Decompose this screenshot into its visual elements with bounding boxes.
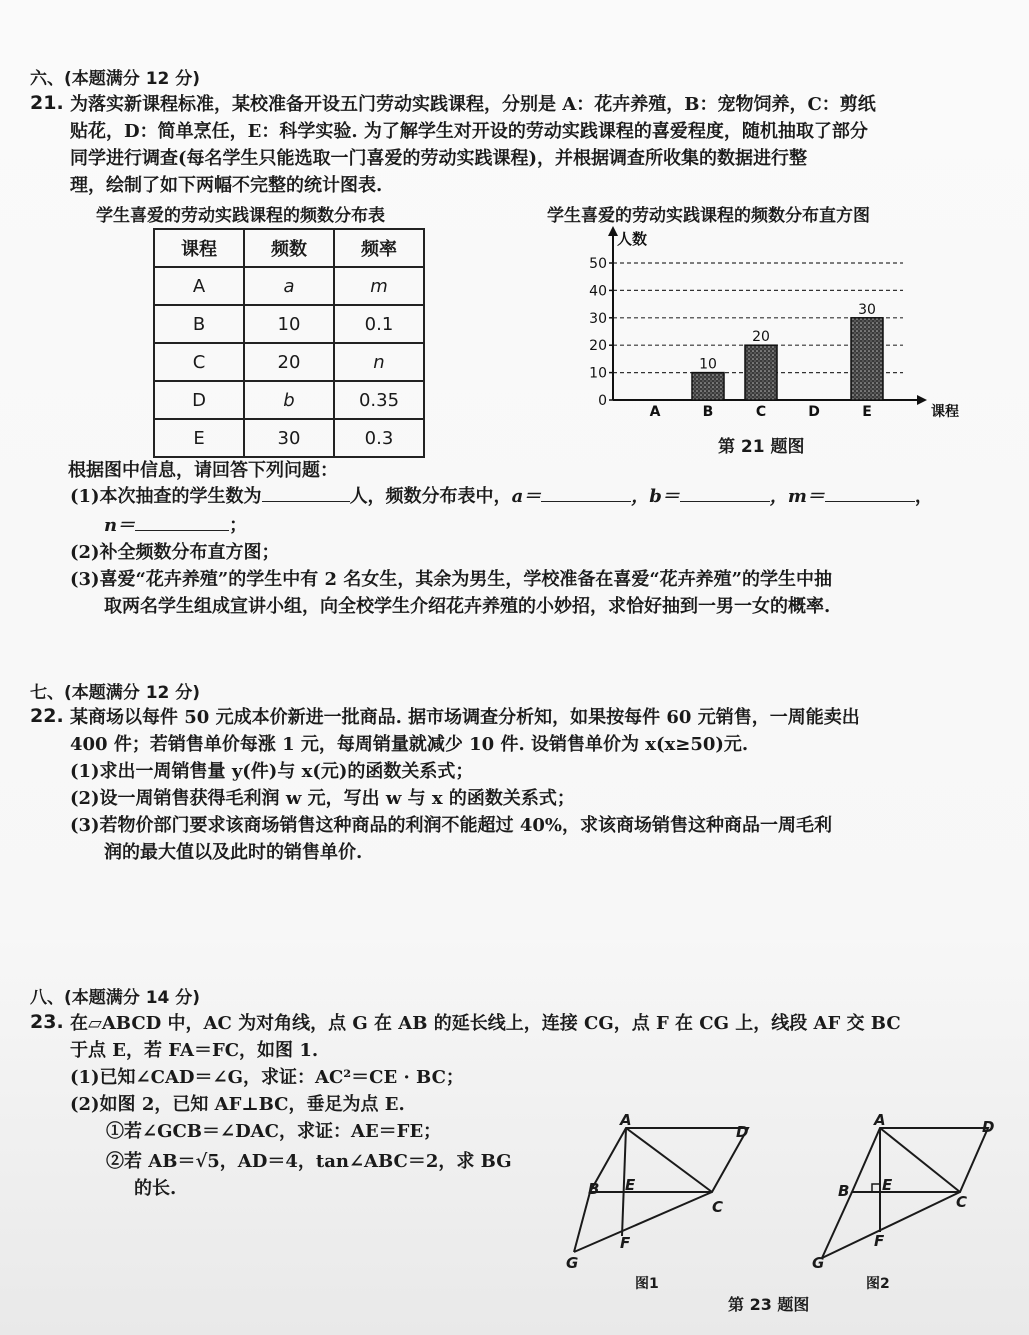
- q21-part1-n: [104, 512, 247, 539]
- q23-number: 23.: [30, 1011, 64, 1033]
- table-cell: b: [244, 381, 334, 419]
- point-label: A: [874, 1112, 886, 1129]
- table-header-frequency: 频数: [244, 229, 334, 267]
- table-row: [154, 419, 424, 457]
- table-cell: m: [334, 267, 424, 305]
- point-label: F: [874, 1232, 885, 1250]
- answer-blank-a[interactable]: [541, 485, 631, 502]
- data-label: 20: [752, 329, 770, 346]
- q22-number: 22.: [30, 705, 64, 727]
- bar: [851, 318, 883, 400]
- figure-2-caption: 图2: [866, 1276, 890, 1292]
- q21-line: 贴花，D：简单烹任，E：科学实验. 为了解学生对开设的劳动实践课程的喜爱程度，随机抽取了部分: [70, 121, 868, 142]
- point-label: F: [620, 1234, 631, 1252]
- q21-prompt: 根据图中信息，请回答下列问题：: [68, 460, 338, 481]
- q23-part2-i: ①若∠GCB＝∠DAC，求证：AE＝FE；: [106, 1121, 442, 1142]
- q23-part2-ii: ②若 AB＝√5，AD＝4，tan∠ABC＝2，求 BG: [106, 1151, 512, 1172]
- q21-part3-line: 取两名学生组成宣讲小组，向全校学生介绍花卉养殖的小妙招，求恰好抽到一男一女的概率.: [104, 596, 831, 617]
- q23-stem: [70, 1010, 1010, 1118]
- q21-part1-text: (1)本次抽查的学生数为: [70, 486, 262, 507]
- q21-part1-text: ，: [914, 486, 933, 507]
- x-tick-label: C: [755, 404, 767, 420]
- table-cell: n: [334, 343, 424, 381]
- y-tick-label: 50: [589, 256, 607, 272]
- x-tick-label: D: [808, 404, 820, 420]
- line-bg: [822, 1192, 852, 1258]
- q22-line: 400 件；若销售单价每涨 1 元，每周销量就减少 10 件. 设销售单价为 x(x≥50)元.: [70, 734, 749, 755]
- table-cell: B: [154, 305, 244, 343]
- data-label: 10: [699, 356, 717, 373]
- table-row: [154, 305, 424, 343]
- point-label: D: [982, 1118, 995, 1136]
- q22-part2: (2)设一周销售获得毛利润 w 元，写出 w 与 x 的函数关系式；: [70, 788, 575, 809]
- table-cell: 0.1: [334, 305, 424, 343]
- q21-number: 21.: [30, 92, 64, 114]
- table-cell: 0.35: [334, 381, 424, 419]
- y-axis-label: 人数: [617, 230, 648, 248]
- table-cell: a: [244, 267, 334, 305]
- q21-figure-caption: 第 21 题图: [718, 437, 805, 457]
- q22-stem: [70, 704, 1010, 866]
- line-bg: [574, 1192, 590, 1252]
- q22-line: 某商场以每件 50 元成本价新进一批商品. 据市场调查分析知，如果按每件 60 元销售，一周能卖出: [70, 707, 860, 728]
- point-label: B: [838, 1182, 850, 1200]
- q21-part1-text: 人，频数分布表中，: [349, 486, 512, 507]
- label-n: n＝: [104, 515, 136, 536]
- table-row: [154, 267, 424, 305]
- table-cell: E: [154, 419, 244, 457]
- figure-1: [574, 1128, 748, 1252]
- point-label: C: [956, 1193, 968, 1211]
- table-row: [154, 381, 424, 419]
- section-6-title: 六、(本题满分 12 分): [30, 69, 201, 89]
- q22-part3: 润的最大值以及此时的销售单价.: [104, 842, 363, 863]
- chart-title: 学生喜爱的劳动实践课程的频数分布直方图: [547, 206, 870, 226]
- point-label: G: [566, 1254, 579, 1272]
- point-label: B: [588, 1180, 600, 1198]
- point-label: A: [620, 1112, 632, 1129]
- table-header-rate: 频率: [334, 229, 424, 267]
- q23-line: 于点 E，若 FA＝FC，如图 1.: [70, 1040, 319, 1061]
- line-cg: [574, 1192, 712, 1252]
- point-label: E: [882, 1176, 893, 1194]
- y-tick-label: 20: [589, 338, 607, 355]
- x-tick-label: E: [862, 404, 872, 420]
- q23-figure-caption: 第 23 题图: [728, 1295, 810, 1314]
- point-label: E: [625, 1176, 636, 1194]
- q21-line: 理，绘制了如下两幅不完整的统计图表.: [70, 175, 383, 196]
- bar: [745, 345, 777, 400]
- section-8-title: 八、(本题满分 14 分): [30, 988, 201, 1008]
- q23-figures: [560, 1112, 1010, 1322]
- y-tick-label: 30: [589, 310, 607, 327]
- answer-blank-n[interactable]: [135, 514, 229, 531]
- table-cell: 20: [244, 343, 334, 381]
- q22-part1: (1)求出一周销售量 y(件)与 x(元)的函数关系式；: [70, 761, 474, 782]
- label-m: ，m＝: [769, 486, 825, 507]
- frequency-table: [153, 228, 425, 458]
- table-row: [154, 343, 424, 381]
- bar: [692, 373, 724, 400]
- q23-part2-ii: 的长.: [134, 1178, 177, 1199]
- table-cell: A: [154, 267, 244, 305]
- data-label: 30: [858, 301, 876, 318]
- q21-line: 为落实新课程标准，某校准备开设五门劳动实践课程，分别是 A：花卉养殖，B：宠物饲养，C：剪纸: [70, 94, 876, 115]
- histogram-chart: [580, 222, 960, 434]
- q21-part1-text: ；: [229, 515, 248, 536]
- table-cell: C: [154, 343, 244, 381]
- section-7-title: 七、(本题满分 12 分): [30, 683, 201, 703]
- q21-stem: [70, 91, 1000, 199]
- q21-part2: (2)补全频数分布直方图；: [70, 542, 280, 563]
- answer-blank-m[interactable]: [825, 485, 915, 502]
- y-tick-label: 40: [589, 283, 607, 300]
- table-header-course: 课程: [154, 229, 244, 267]
- point-label: C: [712, 1198, 724, 1216]
- label-a: a＝: [511, 486, 542, 507]
- x-tick-label: A: [649, 404, 661, 420]
- q21-part1: [70, 483, 1010, 510]
- q21-line: 同学进行调查(每名学生只能选取一门喜爱的劳动实践课程)，并根据调查所收集的数据进行整: [70, 148, 808, 169]
- q21-part3-line: (3)喜爱“花卉养殖”的学生中有 2 名女生，其余为男生，学校准备在喜爱“花卉养殖”的学生中抽: [70, 569, 833, 590]
- q22-part3: (3)若物价部门要求该商场销售这种商品的利润不能超过 40%，求该商场销售这种商品一周毛利: [70, 815, 832, 836]
- label-b: ，b＝: [631, 486, 680, 507]
- table-cell: D: [154, 381, 244, 419]
- point-label: D: [736, 1123, 749, 1141]
- q23-part1: (1)已知∠CAD＝∠G，求证：AC²＝CE · BC；: [70, 1067, 464, 1088]
- x-tick-label: B: [702, 404, 714, 420]
- q21-part3: [70, 566, 1010, 620]
- y-tick-label: 0: [598, 393, 607, 409]
- line-cg: [822, 1192, 960, 1258]
- answer-blank-total[interactable]: [262, 485, 350, 502]
- figure-1-caption: 图1: [635, 1276, 659, 1292]
- table-cell: 0.3: [334, 419, 424, 457]
- point-label: G: [812, 1254, 825, 1272]
- table-cell: 10: [244, 305, 334, 343]
- x-axis-label: 课程: [931, 404, 959, 420]
- table-title: 学生喜爱的劳动实践课程的频数分布表: [96, 206, 385, 226]
- x-axis-arrow: [917, 395, 927, 405]
- q23-line: 在▱ABCD 中，AC 为对角线，点 G 在 AB 的延长线上，连接 CG，点 F 在 CG 上，线段 AF 交 BC: [70, 1013, 901, 1034]
- answer-blank-b[interactable]: [680, 485, 770, 502]
- diagonal-ac: [626, 1128, 712, 1192]
- right-angle-mark: [872, 1184, 880, 1192]
- y-tick-label: 10: [589, 365, 607, 382]
- table-cell: 30: [244, 419, 334, 457]
- q23-part2: (2)如图 2，已知 AF⊥BC，垂足为点 E.: [70, 1094, 405, 1115]
